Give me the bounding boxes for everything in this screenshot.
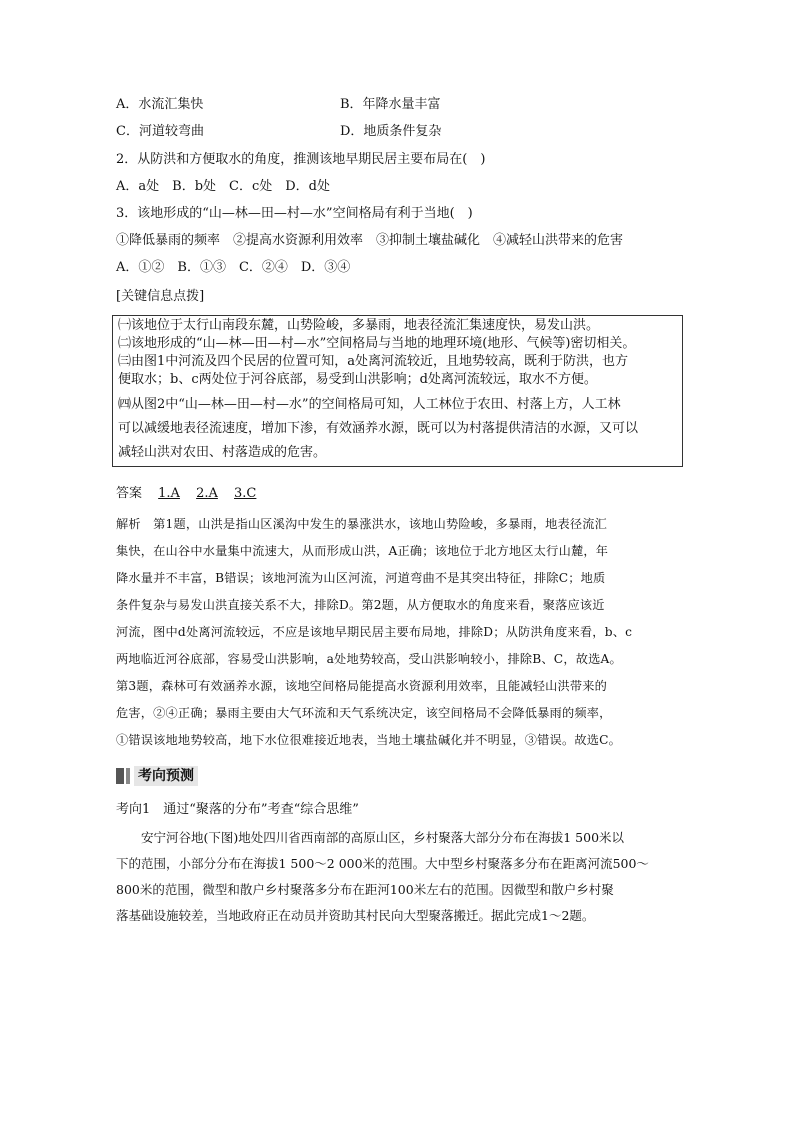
q3-statements: ①降低暴雨的频率 ②提高水资源利用效率 ③抑制土壤盐碱化 ④减轻山洪带来的危害 xyxy=(116,233,624,248)
explanation-line: 两地临近河谷底部，容易受山洪影响，a处地势较高，受山洪影响较小，排除B、C，故选A。 xyxy=(116,652,622,666)
explanation-line: 条件复杂与易发山洪直接关系不大，排除D。第2题，从方便取水的角度来看，聚落应该近 xyxy=(116,598,605,612)
passage-line: 落基础设施较差，当地政府正在动员并资助其村民向大型聚落搬迁。据此完成1～2题。 xyxy=(116,908,595,923)
passage-line: 安宁河谷地(下图)地处四川省西南部的高原山区，乡村聚落大部分分布在海拔1 500米以 xyxy=(116,830,625,845)
topic-heading: 考向1 通过“聚落的分布”考查“综合思维” xyxy=(116,802,359,817)
passage-line: 800米的范围，微型和散户乡村聚落多分布在距河100米左右的范围。因微型和散户乡村聚 xyxy=(116,882,614,897)
answer-item: 2.A xyxy=(196,486,218,501)
explanation-line: 河流，图中d处离河流较远，不应是该地早期民居主要布局地，排除D；从防洪角度来看，b、c xyxy=(116,625,633,639)
key-info-line: ㈠该地位于太行山南段东麓，山势险峻，多暴雨，地表径流汇集速度快，易发山洪。 xyxy=(118,318,600,333)
explanation-line: ①错误该地地势较高，地下水位很难接近地表，当地土壤盐碱化并不明显，③错误。故选C。 xyxy=(116,733,622,747)
explanation-line: 第3题，森林可有效涵养水源，该地空间格局能提高水资源利用效率，且能减轻山洪带来的 xyxy=(116,679,608,693)
answer-label: 答案 xyxy=(116,486,143,501)
q1-option-c: C．河道较弯曲 xyxy=(116,124,204,139)
key-info-label: [关键信息点拨] xyxy=(116,289,205,304)
answer-line xyxy=(116,485,268,503)
key-info-line: 可以减缓地表径流速度，增加下渗，有效涵养水源，既可以为村落提供清洁的水源，又可以 xyxy=(118,421,639,436)
key-info-line: ㈡该地形成的“山—林—田—村—水”空间格局与当地的地理环境(地形、气候等)密切相关。 xyxy=(118,336,636,351)
q1-option-b: B．年降水量丰富 xyxy=(340,97,441,112)
explanation-line: 集快，在山谷中水量集中流速大，从而形成山洪，A正确；该地位于北方地区太行山麓，年 xyxy=(116,544,609,558)
key-info-line: ㈣从图2中“山—林—田—村—水”的空间格局可知，人工林位于农田、村落上方，人工林 xyxy=(118,397,621,412)
answer-item: 3.C xyxy=(234,486,257,501)
key-info-line: 便取水；b、c两处位于河谷底部，易受到山洪影响；d处离河流较远，取水不方便。 xyxy=(118,372,597,387)
explanation-line: 危害，②④正确；暴雨主要由大气环流和天气系统决定，该空间格局不会降低暴雨的频率， xyxy=(116,706,612,720)
q2-stem: 2．从防洪和方便取水的角度，推测该地早期民居主要布局在( ) xyxy=(116,152,486,167)
explanation-line: 解析 第1题，山洪是指山区溪沟中发生的暴涨洪水，该地山势险峻，多暴雨，地表径流汇 xyxy=(116,517,608,531)
explanation-line: 降水量并不丰富，B错误；该地河流为山区河流，河道弯曲不是其突出特征，排除C；地质 xyxy=(116,571,606,585)
passage-line: 下的范围，小部分分布在海拔1 500～2 000米的范围。大中型乡村聚落多分布在距离河流500～ xyxy=(116,856,649,871)
key-info-line: ㈢由图1中河流及四个民居的位置可知，a处离河流较近，且地势较高，既利于防洪，也方 xyxy=(118,354,629,369)
answer-item: 1.A xyxy=(158,486,180,501)
q1-option-a: A．水流汇集快 xyxy=(116,97,204,112)
section-heading xyxy=(116,766,206,786)
section-title: 考向预测 xyxy=(134,766,198,786)
key-info-box xyxy=(112,315,683,467)
q1-option-d: D．地质条件复杂 xyxy=(340,124,442,139)
section-marker xyxy=(126,768,130,784)
q3-stem: 3．该地形成的“山—林—田—村—水”空间格局有利于当地( ) xyxy=(116,206,473,221)
section-marker xyxy=(116,768,124,784)
key-info-line: 减轻山洪对农田、村落造成的危害。 xyxy=(118,445,327,460)
q3-options: A．①② B．①③ C．②④ D．③④ xyxy=(116,260,351,275)
q2-options: A．a处 B．b处 C．c处 D．d处 xyxy=(116,179,330,194)
